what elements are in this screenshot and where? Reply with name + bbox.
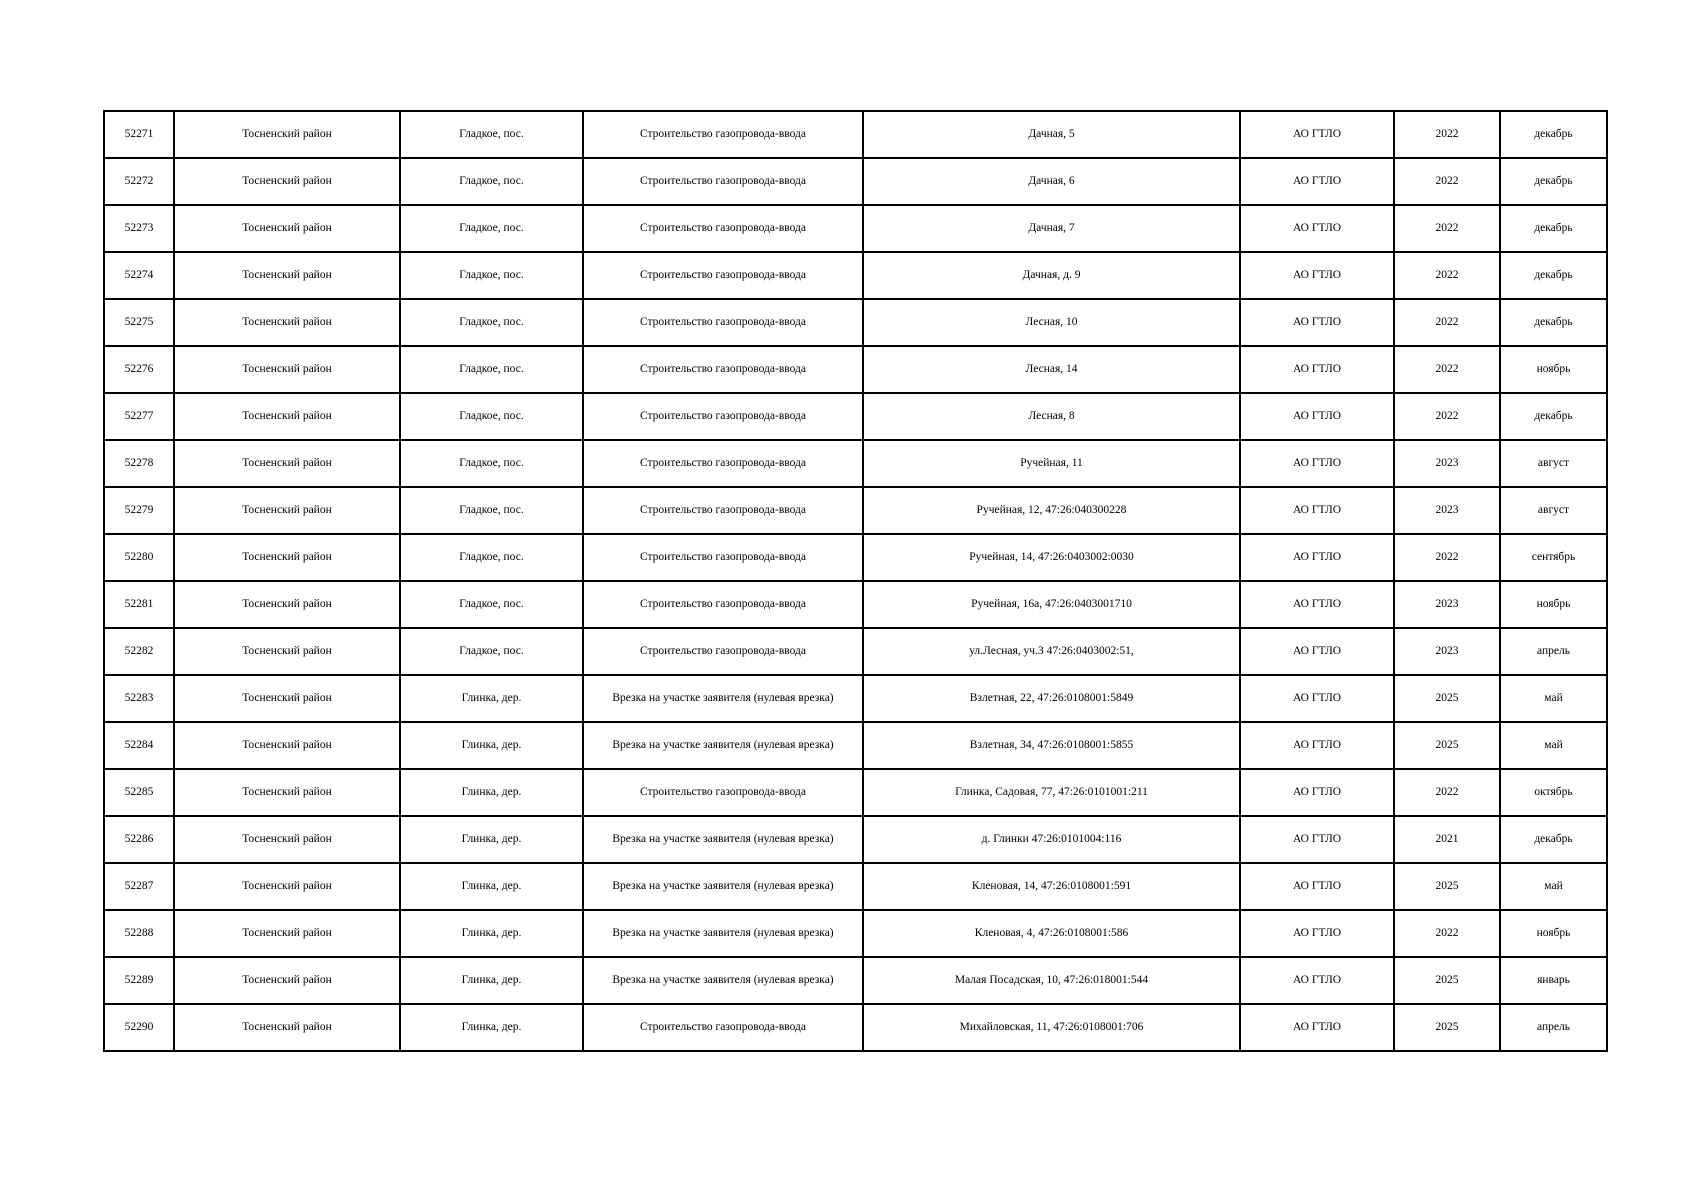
cell-year: 2022	[1394, 111, 1500, 158]
cell-organization: АО ГТЛО	[1240, 299, 1394, 346]
cell-id: 52285	[104, 769, 174, 816]
cell-work-type: Строительство газопровода-ввода	[583, 487, 863, 534]
table-row	[104, 346, 1607, 393]
cell-id: 52289	[104, 957, 174, 1004]
cell-locality: Глинка, дер.	[400, 769, 583, 816]
cell-organization: АО ГТЛО	[1240, 393, 1394, 440]
cell-address: Дачная, 6	[863, 158, 1240, 205]
cell-district: Тосненский район	[174, 628, 400, 675]
cell-work-type: Строительство газопровода-ввода	[583, 1004, 863, 1051]
cell-work-type: Врезка на участке заявителя (нулевая врезка)	[583, 816, 863, 863]
table-row	[104, 957, 1607, 1004]
cell-work-type: Врезка на участке заявителя (нулевая врезка)	[583, 863, 863, 910]
cell-address: Взлетная, 22, 47:26:0108001:5849	[863, 675, 1240, 722]
table-row	[104, 534, 1607, 581]
cell-locality: Гладкое, пос.	[400, 487, 583, 534]
cell-id: 52272	[104, 158, 174, 205]
cell-month: ноябрь	[1500, 346, 1607, 393]
cell-address: Взлетная, 34, 47:26:0108001:5855	[863, 722, 1240, 769]
table-row	[104, 910, 1607, 957]
cell-locality: Гладкое, пос.	[400, 346, 583, 393]
cell-year: 2025	[1394, 957, 1500, 1004]
cell-address: Кленовая, 14, 47:26:0108001:591	[863, 863, 1240, 910]
table-row	[104, 675, 1607, 722]
table-row	[104, 581, 1607, 628]
cell-district: Тосненский район	[174, 111, 400, 158]
cell-month: май	[1500, 722, 1607, 769]
cell-organization: АО ГТЛО	[1240, 534, 1394, 581]
cell-id: 52284	[104, 722, 174, 769]
cell-work-type: Строительство газопровода-ввода	[583, 111, 863, 158]
cell-id: 52276	[104, 346, 174, 393]
cell-work-type: Строительство газопровода-ввода	[583, 252, 863, 299]
cell-locality: Глинка, дер.	[400, 1004, 583, 1051]
cell-locality: Гладкое, пос.	[400, 534, 583, 581]
cell-organization: АО ГТЛО	[1240, 675, 1394, 722]
cell-organization: АО ГТЛО	[1240, 957, 1394, 1004]
cell-organization: АО ГТЛО	[1240, 769, 1394, 816]
cell-year: 2023	[1394, 581, 1500, 628]
cell-organization: АО ГТЛО	[1240, 581, 1394, 628]
cell-locality: Гладкое, пос.	[400, 581, 583, 628]
cell-year: 2022	[1394, 910, 1500, 957]
cell-id: 52277	[104, 393, 174, 440]
cell-locality: Глинка, дер.	[400, 910, 583, 957]
cell-address: Дачная, 5	[863, 111, 1240, 158]
cell-address: Малая Посадская, 10, 47:26:018001:544	[863, 957, 1240, 1004]
cell-work-type: Строительство газопровода-ввода	[583, 158, 863, 205]
table-row	[104, 816, 1607, 863]
cell-district: Тосненский район	[174, 393, 400, 440]
cell-month: сентябрь	[1500, 534, 1607, 581]
cell-year: 2022	[1394, 393, 1500, 440]
cell-id: 52275	[104, 299, 174, 346]
cell-year: 2023	[1394, 487, 1500, 534]
cell-month: ноябрь	[1500, 910, 1607, 957]
cell-work-type: Строительство газопровода-ввода	[583, 393, 863, 440]
cell-locality: Гладкое, пос.	[400, 299, 583, 346]
cell-work-type: Строительство газопровода-ввода	[583, 346, 863, 393]
table-body	[104, 111, 1607, 1051]
cell-address: Дачная, 7	[863, 205, 1240, 252]
cell-id: 52279	[104, 487, 174, 534]
cell-address: Лесная, 10	[863, 299, 1240, 346]
cell-district: Тосненский район	[174, 581, 400, 628]
cell-year: 2025	[1394, 675, 1500, 722]
cell-district: Тосненский район	[174, 252, 400, 299]
cell-year: 2023	[1394, 628, 1500, 675]
cell-address: Кленовая, 4, 47:26:0108001:586	[863, 910, 1240, 957]
cell-address: д. Глинки 47:26:0101004:116	[863, 816, 1240, 863]
cell-year: 2022	[1394, 252, 1500, 299]
cell-organization: АО ГТЛО	[1240, 111, 1394, 158]
cell-year: 2022	[1394, 346, 1500, 393]
cell-organization: АО ГТЛО	[1240, 346, 1394, 393]
cell-organization: АО ГТЛО	[1240, 910, 1394, 957]
cell-month: август	[1500, 440, 1607, 487]
cell-district: Тосненский район	[174, 957, 400, 1004]
cell-locality: Гладкое, пос.	[400, 393, 583, 440]
cell-month: апрель	[1500, 628, 1607, 675]
cell-locality: Глинка, дер.	[400, 675, 583, 722]
cell-locality: Глинка, дер.	[400, 722, 583, 769]
cell-district: Тосненский район	[174, 722, 400, 769]
cell-work-type: Врезка на участке заявителя (нулевая врезка)	[583, 675, 863, 722]
cell-locality: Гладкое, пос.	[400, 252, 583, 299]
cell-year: 2022	[1394, 205, 1500, 252]
cell-district: Тосненский район	[174, 816, 400, 863]
table-row	[104, 299, 1607, 346]
table-row	[104, 252, 1607, 299]
cell-month: декабрь	[1500, 158, 1607, 205]
table-row	[104, 205, 1607, 252]
table-row	[104, 393, 1607, 440]
cell-locality: Глинка, дер.	[400, 816, 583, 863]
cell-district: Тосненский район	[174, 205, 400, 252]
cell-work-type: Строительство газопровода-ввода	[583, 205, 863, 252]
cell-work-type: Строительство газопровода-ввода	[583, 534, 863, 581]
cell-locality: Гладкое, пос.	[400, 111, 583, 158]
cell-month: август	[1500, 487, 1607, 534]
cell-id: 52278	[104, 440, 174, 487]
cell-address: Дачная, д. 9	[863, 252, 1240, 299]
cell-work-type: Строительство газопровода-ввода	[583, 581, 863, 628]
cell-locality: Гладкое, пос.	[400, 158, 583, 205]
cell-district: Тосненский район	[174, 534, 400, 581]
table-row	[104, 440, 1607, 487]
cell-id: 52280	[104, 534, 174, 581]
cell-address: Ручейная, 16а, 47:26:0403001710	[863, 581, 1240, 628]
cell-work-type: Врезка на участке заявителя (нулевая врезка)	[583, 722, 863, 769]
cell-year: 2021	[1394, 816, 1500, 863]
cell-id: 52281	[104, 581, 174, 628]
cell-district: Тосненский район	[174, 158, 400, 205]
cell-organization: АО ГТЛО	[1240, 158, 1394, 205]
cell-id: 52283	[104, 675, 174, 722]
table-row	[104, 863, 1607, 910]
cell-work-type: Строительство газопровода-ввода	[583, 440, 863, 487]
cell-district: Тосненский район	[174, 675, 400, 722]
cell-month: декабрь	[1500, 252, 1607, 299]
cell-month: октябрь	[1500, 769, 1607, 816]
cell-organization: АО ГТЛО	[1240, 440, 1394, 487]
cell-work-type: Врезка на участке заявителя (нулевая врезка)	[583, 910, 863, 957]
cell-work-type: Строительство газопровода-ввода	[583, 628, 863, 675]
cell-address: Михайловская, 11, 47:26:0108001:706	[863, 1004, 1240, 1051]
table-row	[104, 111, 1607, 158]
cell-year: 2023	[1394, 440, 1500, 487]
cell-address: Глинка, Садовая, 77, 47:26:0101001:211	[863, 769, 1240, 816]
cell-id: 52287	[104, 863, 174, 910]
cell-address: Ручейная, 12, 47:26:040300228	[863, 487, 1240, 534]
cell-district: Тосненский район	[174, 487, 400, 534]
cell-district: Тосненский район	[174, 769, 400, 816]
cell-district: Тосненский район	[174, 910, 400, 957]
cell-month: декабрь	[1500, 299, 1607, 346]
cell-year: 2022	[1394, 158, 1500, 205]
cell-id: 52286	[104, 816, 174, 863]
cell-district: Тосненский район	[174, 863, 400, 910]
table-row	[104, 158, 1607, 205]
cell-organization: АО ГТЛО	[1240, 1004, 1394, 1051]
cell-district: Тосненский район	[174, 1004, 400, 1051]
cell-year: 2022	[1394, 299, 1500, 346]
cell-address: Ручейная, 14, 47:26:0403002:0030	[863, 534, 1240, 581]
table-row	[104, 722, 1607, 769]
cell-month: май	[1500, 675, 1607, 722]
cell-locality: Гладкое, пос.	[400, 205, 583, 252]
cell-month: декабрь	[1500, 111, 1607, 158]
cell-id: 52282	[104, 628, 174, 675]
cell-year: 2025	[1394, 722, 1500, 769]
cell-address: Лесная, 8	[863, 393, 1240, 440]
cell-organization: АО ГТЛО	[1240, 722, 1394, 769]
gasification-table	[103, 110, 1608, 1052]
cell-id: 52273	[104, 205, 174, 252]
table-row	[104, 1004, 1607, 1051]
cell-work-type: Врезка на участке заявителя (нулевая врезка)	[583, 957, 863, 1004]
cell-id: 52271	[104, 111, 174, 158]
table-row	[104, 769, 1607, 816]
cell-locality: Гладкое, пос.	[400, 440, 583, 487]
cell-work-type: Строительство газопровода-ввода	[583, 769, 863, 816]
cell-organization: АО ГТЛО	[1240, 487, 1394, 534]
cell-organization: АО ГТЛО	[1240, 863, 1394, 910]
cell-work-type: Строительство газопровода-ввода	[583, 299, 863, 346]
cell-id: 52290	[104, 1004, 174, 1051]
cell-month: ноябрь	[1500, 581, 1607, 628]
cell-month: декабрь	[1500, 393, 1607, 440]
cell-year: 2022	[1394, 534, 1500, 581]
cell-district: Тосненский район	[174, 299, 400, 346]
cell-month: май	[1500, 863, 1607, 910]
cell-month: январь	[1500, 957, 1607, 1004]
cell-year: 2022	[1394, 769, 1500, 816]
cell-organization: АО ГТЛО	[1240, 205, 1394, 252]
cell-locality: Глинка, дер.	[400, 863, 583, 910]
cell-year: 2025	[1394, 863, 1500, 910]
cell-id: 52274	[104, 252, 174, 299]
cell-month: декабрь	[1500, 816, 1607, 863]
cell-organization: АО ГТЛО	[1240, 628, 1394, 675]
table-row	[104, 487, 1607, 534]
cell-district: Тосненский район	[174, 346, 400, 393]
cell-locality: Глинка, дер.	[400, 957, 583, 1004]
cell-district: Тосненский район	[174, 440, 400, 487]
cell-id: 52288	[104, 910, 174, 957]
cell-organization: АО ГТЛО	[1240, 816, 1394, 863]
cell-address: Лесная, 14	[863, 346, 1240, 393]
cell-organization: АО ГТЛО	[1240, 252, 1394, 299]
cell-year: 2025	[1394, 1004, 1500, 1051]
cell-address: ул.Лесная, уч.3 47:26:0403002:51,	[863, 628, 1240, 675]
cell-month: апрель	[1500, 1004, 1607, 1051]
cell-address: Ручейная, 11	[863, 440, 1240, 487]
cell-month: декабрь	[1500, 205, 1607, 252]
cell-locality: Гладкое, пос.	[400, 628, 583, 675]
table-row	[104, 628, 1607, 675]
